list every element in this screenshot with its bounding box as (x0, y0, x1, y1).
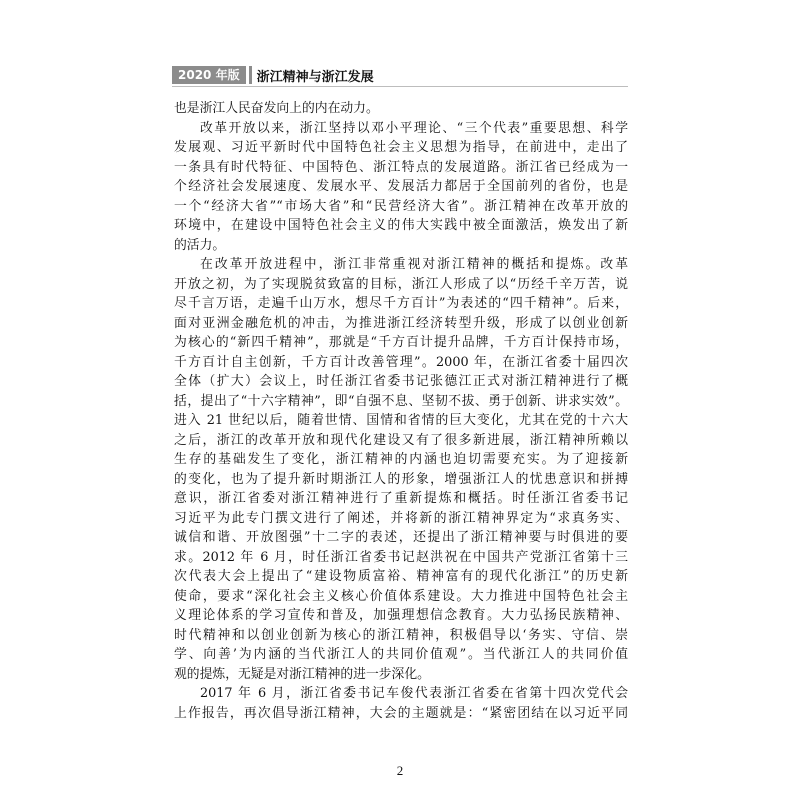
text-line: 时代精神和以创业创新为核心的浙江精神，积极倡导以‘务实、守信、崇 (174, 627, 628, 643)
text-line: 学、向善’为内涵的当代浙江人的共同价值观”。当代浙江人的共同价值 (174, 647, 628, 662)
text-line: 诚信和谐、开放图强”十二字的表述，还提出了浙江精神要与时俱进的要 (174, 530, 628, 545)
header-title: 浙江精神与浙江发展 (256, 69, 374, 85)
text-line: 千方百计自主创新，千方百计改善管理”。2000 年，在浙江省委十届四次 (174, 354, 628, 370)
text-line: 面对亚洲金融危机的冲击，为推进浙江经济转型升级，形成了以创业创新 (174, 315, 628, 331)
text-line: 之后，浙江的改革开放和现代化建设又有了很多新进展，浙江精神所赖以 (174, 432, 628, 448)
text-line: 的变化，也为了提升新时期浙江人的形象，增强浙江人的忧患意识和拼搏 (174, 471, 628, 487)
text-line: 次代表大会上提出了“建设物质富裕、精神富有的现代化浙江”的历史新 (174, 569, 628, 584)
text-line: 全体（扩大）会议上，时任浙江省委书记张德江正式对浙江精神进行了概 (174, 374, 628, 389)
text-line: 改革开放以来，浙江坚持以邓小平理论、“三个代表”重要思想、科学 (200, 120, 628, 136)
edition-badge: 2020 年版 (172, 66, 246, 84)
text-line: 一条具有时代特征、中国特色、浙江特点的发展道路。浙江省已经成为一 (174, 159, 628, 175)
page-number: 2 (396, 763, 404, 778)
text-line: 进入 21 世纪以后，随着世情、国情和省情的巨大变化，尤其在党的十六大 (174, 413, 628, 428)
text-line: 为核心的“新四千精神”，那就是“千方百计提升品牌，千方百计保持市场， (174, 335, 628, 350)
text-line: 意识，浙江省委对浙江精神进行了重新提炼和概括。时任浙江省委书记 (174, 491, 628, 506)
text-line: 的活力。 (174, 237, 226, 253)
text-line: 也是浙江人民奋发向上的内在动力。 (174, 101, 379, 116)
text-line: 习近平为此专门撰文进行了阐述，并将新的浙江精神界定为“求真务实、 (174, 510, 628, 526)
body-text (174, 99, 628, 723)
text-line: 求。2012 年 6 月，时任浙江省委书记赵洪祝在中国共产党浙江省第十三 (174, 549, 628, 565)
running-header (172, 65, 374, 85)
header-separator (249, 66, 252, 84)
text-line: 上作报告，再次倡导浙江精神，大会的主题就是：“紧密团结在以习近平同 (174, 705, 628, 721)
text-line: 尽千言万语，走遍千山万水，想尽千方百计”为表述的“四千精神”。后来， (174, 296, 628, 311)
text-line: 观的提炼，无疑是对浙江精神的进一步深化。 (174, 666, 430, 682)
text-line: 发展观、习近平新时代中国特色社会主义思想为指导，在前进中，走出了 (174, 140, 628, 155)
text-line: 生存的基础发生了变化，浙江精神的内涵也迫切需要充实。为了迎接新 (174, 452, 628, 467)
text-line: 开放之初，为了实现脱贫致富的目标，浙江人形成了以“历经千辛万苦，说 (174, 276, 628, 292)
text-line: 使命，要求“深化社会主义核心价值体系建设。大力推进中国特色社会主 (174, 588, 628, 604)
text-line: 2017 年 6 月，浙江省委书记车俊代表浙江省委在省第十四次党代会 (200, 686, 628, 701)
text-line: 义理论体系的学习宣传和普及，加强理想信念教育。大力弘扬民族精神、 (174, 608, 628, 623)
text-line: 环境中，在建设中国特色社会主义的伟大实践中被全面激活，焕发出了新 (174, 218, 628, 233)
text-line: 在改革开放进程中，浙江非常重视对浙江精神的概括和提炼。改革 (200, 257, 628, 272)
header-rule (172, 86, 628, 87)
text-line: 括，提出了“十六字精神”，即“自强不息、坚韧不拔、勇于创新、讲求实效”。 (174, 393, 628, 409)
text-line: 一个“经济大省”“市场大省”和“民营经济大省”。浙江精神在改革开放的 (174, 198, 628, 214)
text-line: 个经济社会发展速度、发展水平、发展活力都居于全国前列的省份，也是 (174, 179, 628, 194)
